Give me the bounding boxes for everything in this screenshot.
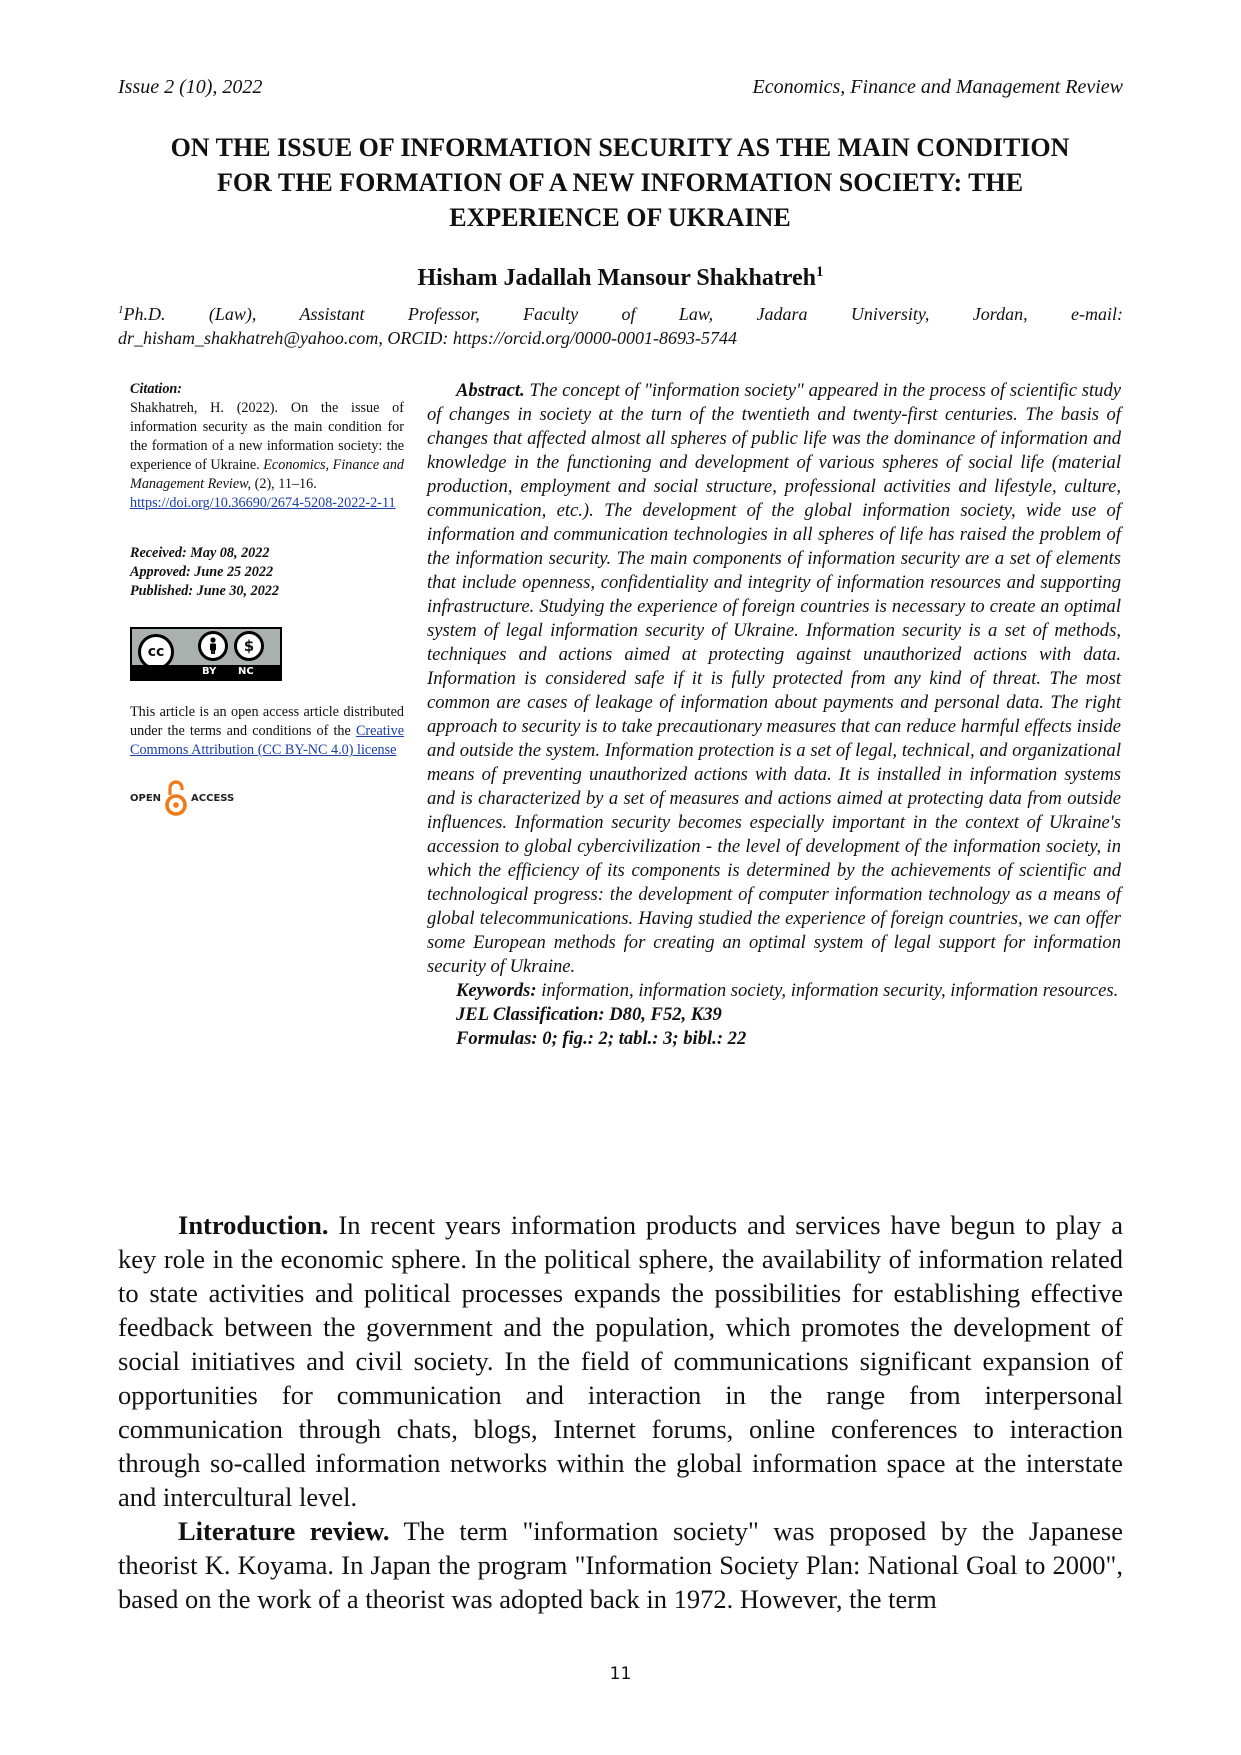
abstract-text: The concept of "information society" appeared in the process of scientific study of changes in society at the turn of the twentieth and twenty-first centuries. The basis of changes that affected almost all spheres of public life was the dominance of information and knowledge in the functioning and development of various spheres of social life (material production, employment and social structure, professional activities and lifestyle, culture, communication, etc.). The development of the global information society, wide use of information and communication technologies in all spheres of life has raised the problem of the information security. The main components of information security are a set of elements that include openness, confidentiality and integrity of information resources and supporting infrastructure. Studying the experience of foreign countries is necessary to create an optimal system of legal information security of Ukraine. Information security is a set of methods, techniques and actions aimed at protecting against unauthorized actions with data. Information is considered safe if it is fully protected from any kind of threat. The most common are cases of leakage of information about payments and personal data. The right approach to security is to take precautionary measures that can reduce harmful effects inside and outside the system. Information protection is a set of legal, technical, and organizational means of preventing unauthorized actions with data. It is installed in information systems and is characterized by a set of measures and actions aimed at protecting data from outside influences. Information security becomes especially important in the context of Ukraine's accession to global cybercivilization - the level of development of the information society, in which the efficiency of its components is determined by the achievements of scientific and technological progress: the development of computer information technology as a means of global telecommunications. Having studied the experience of foreign countries, we can offer some European methods for creating an optimal system of legal support for information security of Ukraine. [427, 380, 1121, 977]
author-name-text: Hisham Jadallah Mansour Shakhatreh [417, 265, 817, 291]
person-icon [201, 634, 225, 658]
citation-journal: Economics, Finance and Management Review, [130, 457, 405, 492]
literature-review-heading: Literature review. [178, 1516, 390, 1546]
access-label: ACCESS [191, 792, 235, 804]
open-access-lock-icon [163, 779, 189, 817]
page-number: 11 [609, 1664, 632, 1684]
affiliation-line-1-text: Ph.D. (Law), Assistant Professor, Faculty of Law, Jadara University, Jordan, e-mail: [123, 304, 1123, 324]
introduction-paragraph [118, 1208, 1123, 1514]
publication-dates [130, 544, 404, 601]
article-sidebar [130, 380, 404, 818]
article-title: ON THE ISSUE OF INFORMATION SECURITY AS THE MAIN CONDITION FOR THE FORMATION OF A NEW INFORMATION SOCIETY: THE EXPERIENCE OF UKRAINE [170, 133, 1070, 232]
issue-label: Issue 2 (10), 2022 [118, 76, 263, 98]
citation-block [130, 380, 404, 513]
author-affiliation [118, 298, 1123, 350]
abstract-label: Abstract. [456, 380, 525, 401]
affiliation-line-2: dr_hisham_shakhatreh@yahoo.com, ORCID: https://orcid.org/0000-0001-8693-5744 [118, 328, 738, 348]
keywords-label: Keywords: [456, 980, 537, 1001]
journal-name: Economics, Finance and Management Review [752, 76, 1123, 98]
literature-review-text: The term "information society" was proposed by the Japanese theorist K. Koyama. In Japan the program "Information Society Plan: National Goal to 2000", based on the work of a theorist was adopted back in 1972. However, the term [118, 1516, 1124, 1614]
approved-date: Approved: June 25 2022 [130, 564, 274, 580]
keywords-text: information, information society, information security, information resources. [536, 980, 1119, 1001]
affiliation-superscript: 1 [118, 304, 124, 316]
cc-icon: cc [138, 634, 174, 670]
open-label: OPEN [130, 792, 162, 804]
license-description: This article is an open access article distributed under the terms and conditions of the [130, 704, 404, 739]
citation-text: Shakhatreh, H. (2022). On the issue of information security as the main condition for the formation of a new information society: the experience of Ukraine. [130, 400, 404, 473]
cc-by-nc-badge [130, 627, 282, 681]
keywords-paragraph [427, 979, 1121, 1003]
noncommercial-icon [234, 631, 264, 661]
nc-dollar-symbol: $ [243, 637, 255, 655]
citation-label: Citation: [130, 381, 183, 397]
abstract [427, 379, 1121, 1051]
nc-label: NC [238, 666, 254, 677]
introduction-text: In recent years information products and services have begun to play a key role in the economic sphere. In the political sphere, the availability of information related to state activities and political processes expands the possibilities for establishing effective feedback between the government and the population, which promotes the development of social initiatives and civil society. In the field of communications significant expansion of opportunities for communication and interaction in the range from interpersonal communication through chats, blogs, Internet forums, online conferences to interaction through so-called information networks within the global information space at the interstate and intercultural level. [118, 1210, 1123, 1512]
citation-pages: (2), 11–16. [251, 476, 317, 492]
license-text [130, 703, 404, 760]
jel-classification: JEL Classification: D80, F52, K39 [456, 1004, 722, 1025]
literature-review-paragraph [118, 1514, 1123, 1616]
abstract-paragraph [427, 379, 1121, 979]
by-label: BY [202, 666, 217, 677]
doi-link[interactable]: https://doi.org/10.36690/2674-5208-2022-2-11 [130, 495, 396, 511]
attribution-person-icon [198, 631, 228, 661]
received-date: Received: May 08, 2022 [130, 545, 270, 561]
author-name [118, 264, 1123, 292]
introduction-heading: Introduction. [178, 1210, 329, 1240]
open-access-logo [130, 778, 404, 818]
affiliation-line-1 [118, 298, 1123, 326]
license-link[interactable]: Creative Commons Attribution (CC BY-NC 4.0) license [130, 723, 405, 758]
published-date: Published: June 30, 2022 [130, 583, 279, 599]
author-superscript: 1 [816, 264, 824, 280]
formulas-count: Formulas: 0; fig.: 2; tabl.: 3; bibl.: 22 [456, 1028, 747, 1049]
article-body [118, 1208, 1123, 1616]
running-head [118, 76, 1123, 104]
